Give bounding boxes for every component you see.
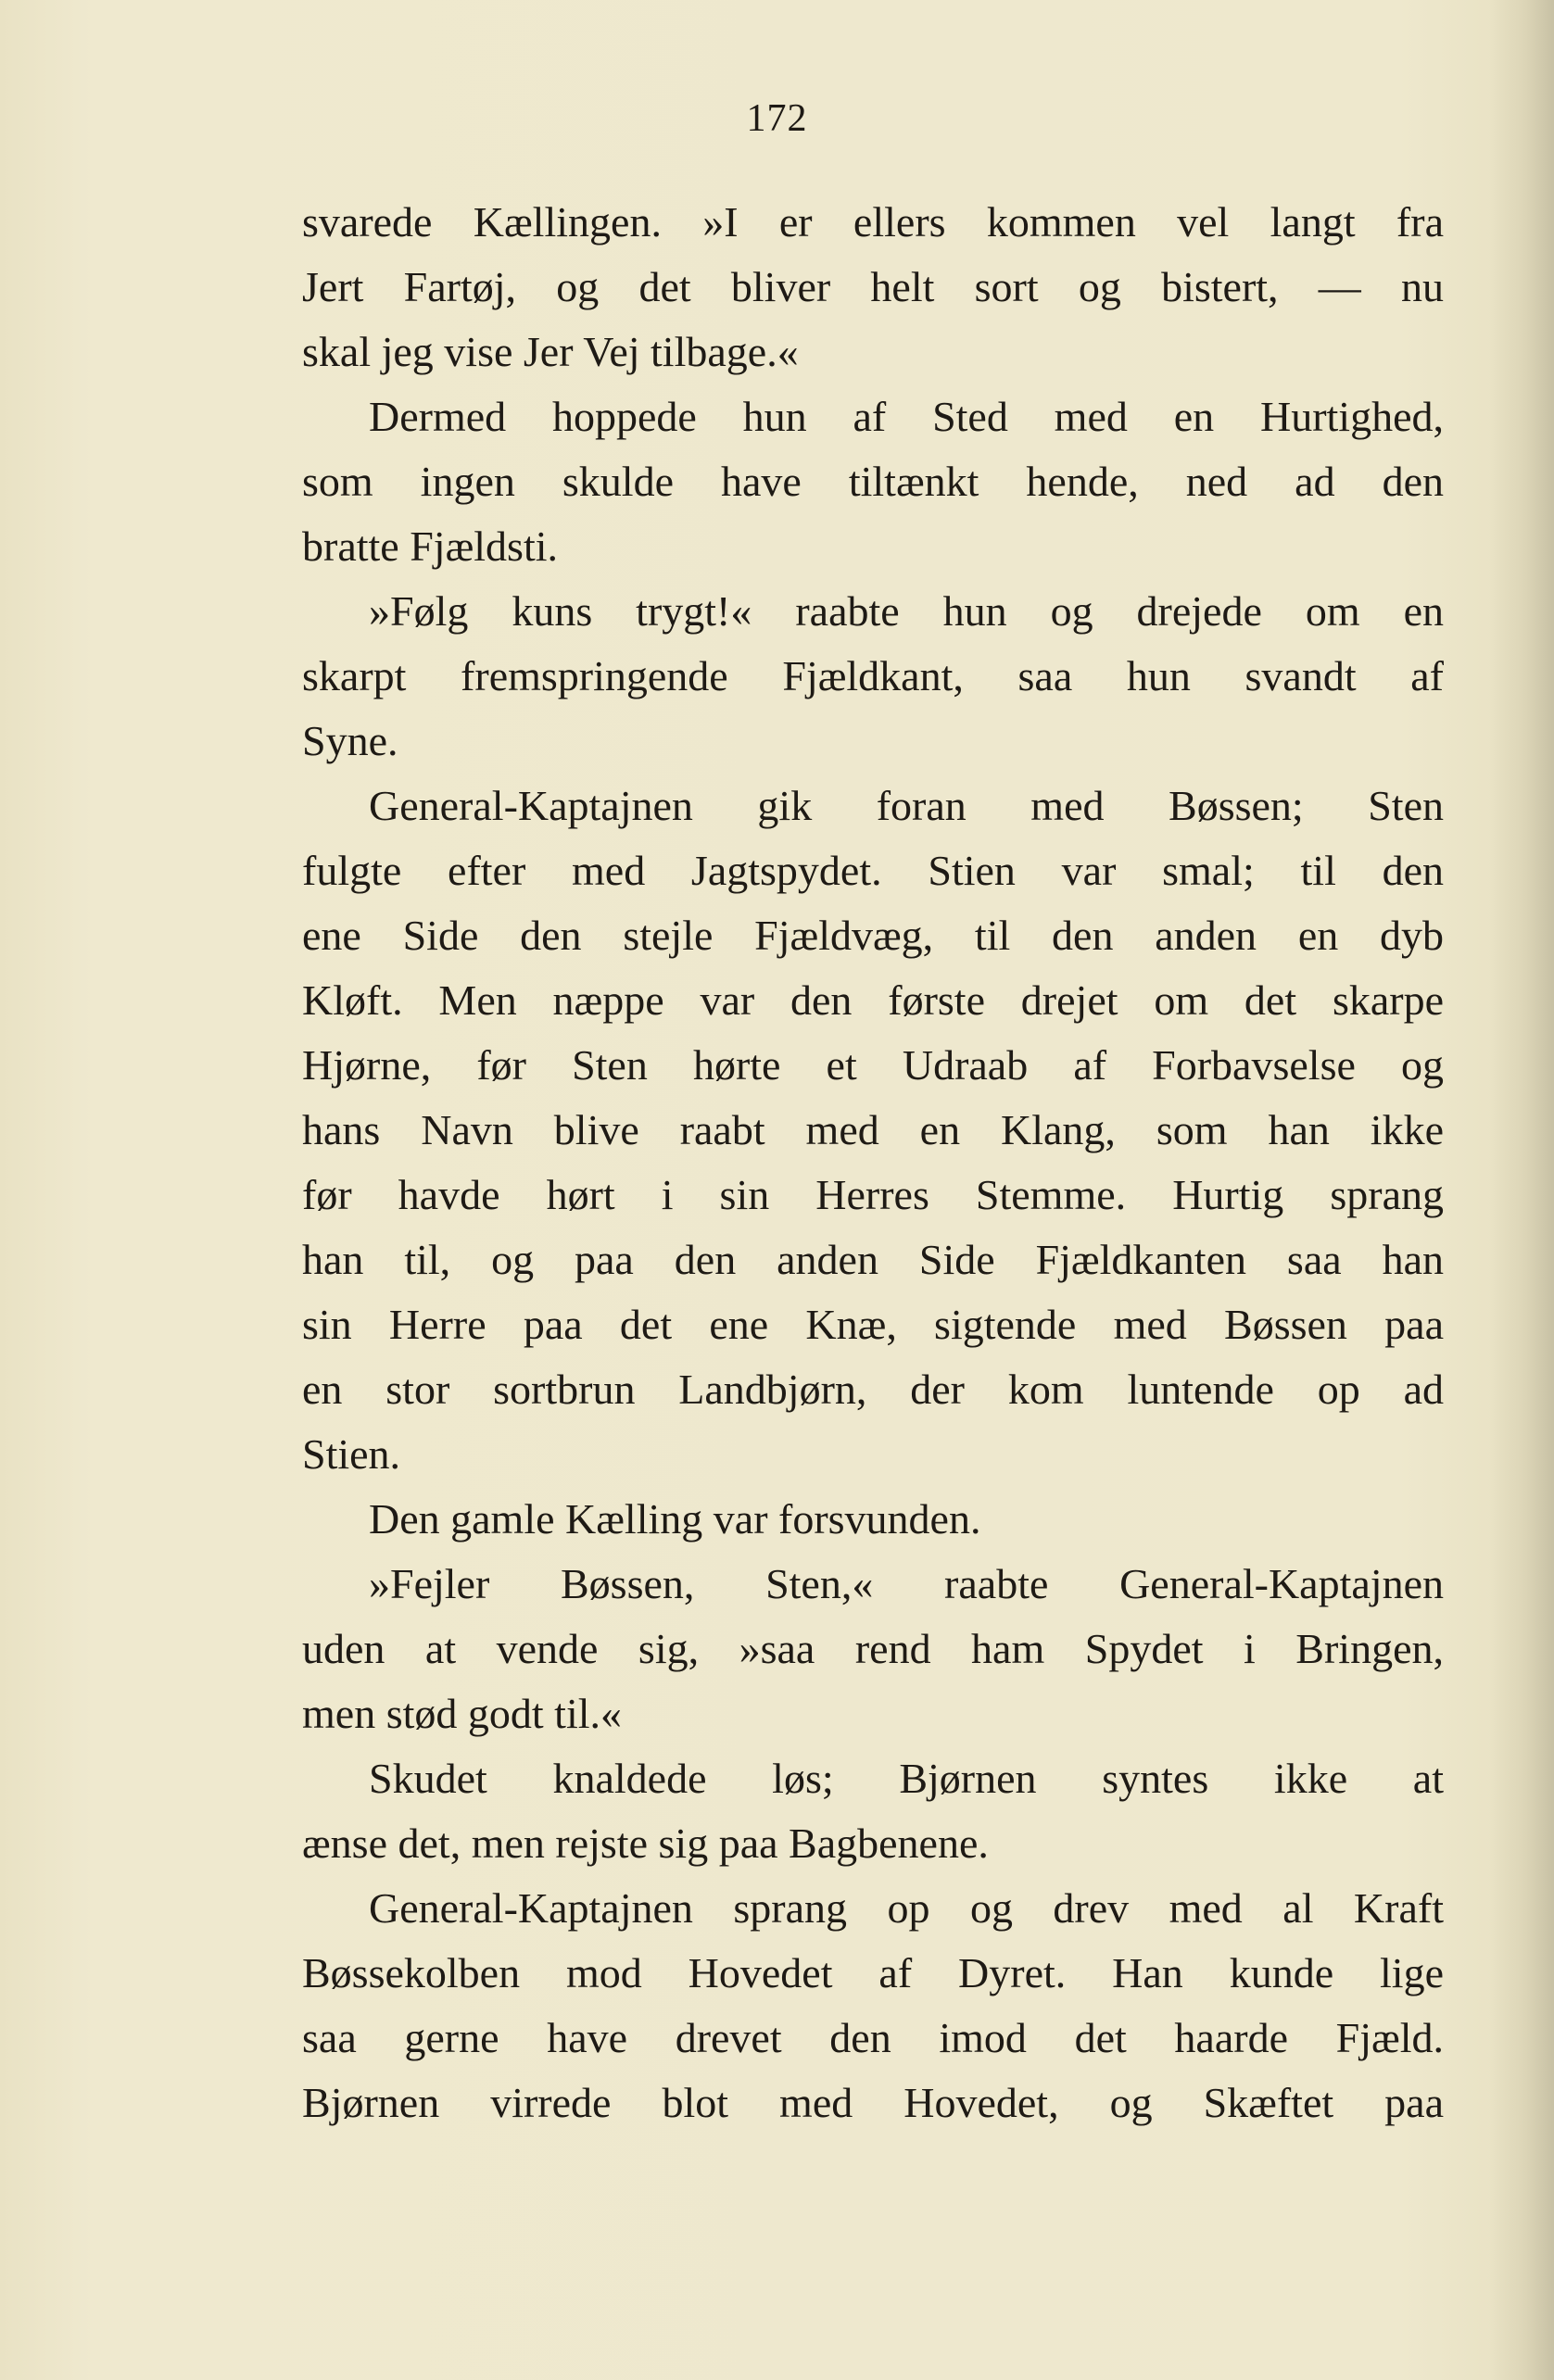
text-line: ene Side den stejle Fjældvæg, til den anden en dyb [302, 912, 1444, 959]
text-line: Den gamle Kælling var forsvunden. [369, 1495, 981, 1543]
text-line: før havde hørt i sin Herres Stemme. Hurtig sprang [302, 1171, 1444, 1218]
text-line: »Fejler Bøssen, Sten,« raabte General-Kaptajnen [369, 1560, 1444, 1607]
page-edge-shadow [1489, 0, 1554, 2380]
text-line: Kløft. Men næppe var den første drejet om det skarpe [302, 976, 1444, 1024]
text-line: ænse det, men rejste sig paa Bagbenene. [302, 1820, 989, 1867]
text-line: Syne. [302, 717, 398, 764]
text-line: fulgte efter med Jagtspydet. Stien var smal; til den [302, 847, 1444, 894]
text-line: Bøssekolben mod Hovedet af Dyret. Han kunde lige [302, 1949, 1444, 1996]
text-line: General-Kaptajnen sprang op og drev med al Kraft [369, 1884, 1444, 1932]
text-line: Stien. [302, 1430, 401, 1478]
text-line: han til, og paa den anden Side Fjældkanten saa han [302, 1236, 1444, 1283]
text-line: bratte Fjældsti. [302, 523, 558, 570]
page-number: 172 [746, 97, 808, 140]
text-line: General-Kaptajnen gik foran med Bøssen; Sten [369, 782, 1444, 829]
text-line: svarede Kællingen. »I er ellers kommen vel langt fra [302, 198, 1444, 246]
text-line: som ingen skulde have tiltænkt hende, ned ad den [302, 458, 1444, 505]
text-line: sin Herre paa det ene Knæ, sigtende med Bøssen paa [302, 1301, 1444, 1348]
body-text [302, 190, 1444, 2135]
text-line: uden at vende sig, »saa rend ham Spydet i Bringen, [302, 1625, 1444, 1672]
text-line: saa gerne have drevet den imod det haarde Fjæld. [302, 2014, 1444, 2061]
text-line: »Følg kuns trygt!« raabte hun og drejede om en [369, 587, 1444, 635]
text-line: hans Navn blive raabt med en Klang, som han ikke [302, 1106, 1444, 1153]
text-line: men stød godt til.« [302, 1690, 622, 1737]
text-line: Dermed hoppede hun af Sted med en Hurtighed, [369, 393, 1444, 440]
text-line: skal jeg vise Jer Vej tilbage.« [302, 328, 799, 375]
text-line: Bjørnen virrede blot med Hovedet, og Skæftet paa [302, 2079, 1444, 2126]
text-line: Skudet knaldede løs; Bjørnen syntes ikke at [369, 1755, 1444, 1802]
text-line: en stor sortbrun Landbjørn, der kom luntende op ad [302, 1366, 1444, 1413]
text-line: Jert Fartøj, og det bliver helt sort og bistert, — nu [302, 263, 1444, 310]
text-line: skarpt fremspringende Fjældkant, saa hun svandt af [302, 652, 1444, 699]
text-line: Hjørne, før Sten hørte et Udraab af Forbavselse og [302, 1041, 1444, 1089]
